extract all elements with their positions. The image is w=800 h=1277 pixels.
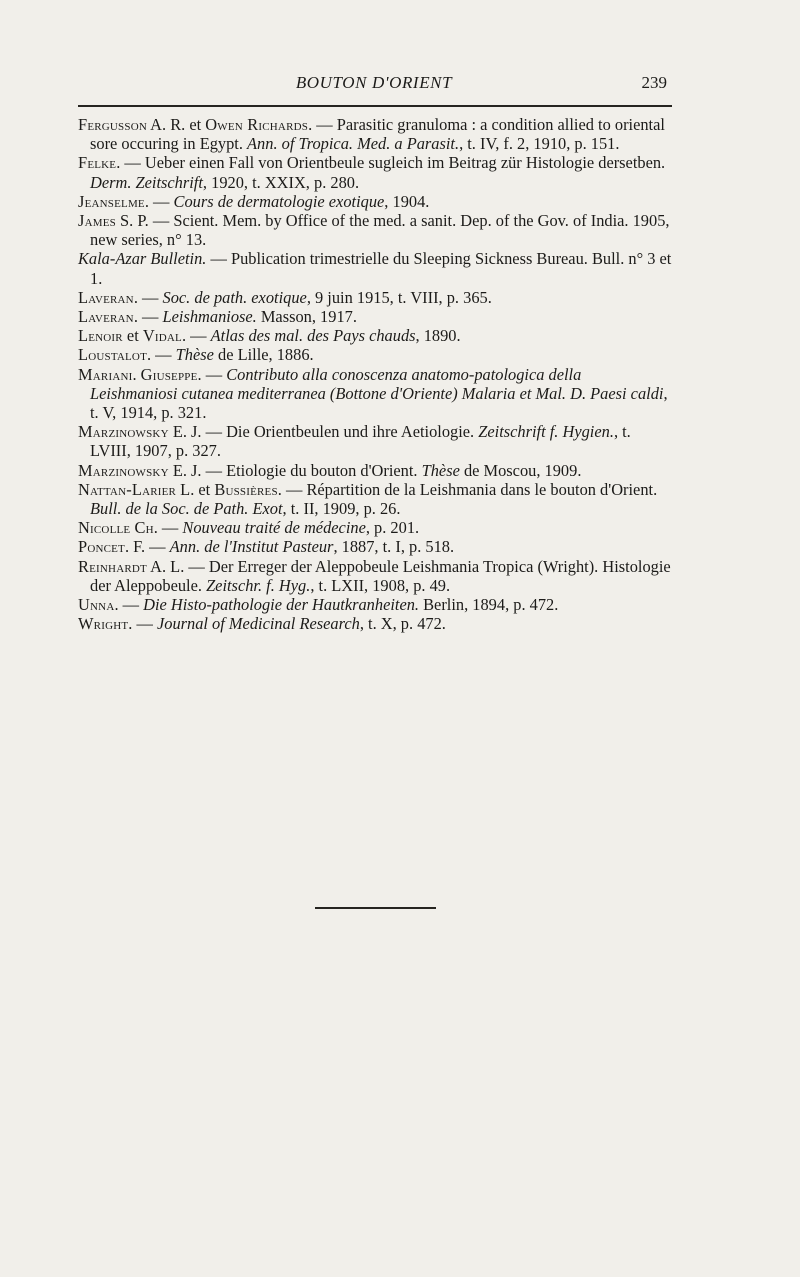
reference-list	[78, 115, 672, 633]
end-rule	[315, 907, 436, 909]
reference-entry: Kala-Azar Bulletin. — Publication trimestrielle du Sleeping Sickness Bureau. Bull. n° 3 et 1.	[78, 249, 672, 288]
reference-author: Nicolle	[78, 518, 131, 538]
reference-author: Jeanselme	[78, 191, 145, 211]
reference-entry: Nicolle Ch. — Nouveau traité de médecine, p. 201.	[78, 518, 420, 538]
reference-entry: Nattan-Larier L. et Bussières. — Répartition de la Leishmania dans le bouton d'Orient. Bull. de la Soc. de Path. Exot, t. II, 1909, p. 26.	[78, 479, 658, 519]
reference-entry: Poncet. F. — Ann. de l'Institut Pasteur, 1887, t. I, p. 518.	[78, 537, 455, 557]
reference-author: Felke	[78, 153, 117, 173]
reference-entry: Laveran. — Leishmaniose. Masson, 1917.	[78, 307, 357, 327]
reference-entry: Laveran. — Soc. de path. exotique, 9 juin 1915, t. VIII, p. 365.	[78, 287, 492, 307]
reference-entry: James S. P. — Scient. Mem. by Office of the med. a sanit. Dep. of the Gov. of India. 1905, new series, n° 13.	[78, 211, 670, 250]
reference-entry: Mariani. Giuseppe. — Contributo alla conoscenza anatomo-patologica della Leishmaniosi cutanea mediterranea (Bottone d'Oriente) Malaria et Mal. D. Paesi caldi, t. V, 1914, p. 321.	[78, 364, 668, 423]
reference-author: Marzinowsky	[78, 422, 169, 442]
reference-author: James	[78, 211, 116, 231]
reference-entry: Unna. — Die Histo-pathologie der Hautkranheiten. Berlin, 1894, p. 472.	[78, 595, 559, 615]
reference-author: Loustalot	[78, 345, 147, 365]
reference-entry: Marzinowsky E. J. — Die Orientbeulen und ihre Aetiologie. Zeitschrift f. Hygien., t. LVIII, 1907, p. 327.	[78, 422, 631, 461]
reference-entry: Reinhardt A. L. — Der Erreger der Aleppobeule Leishmania Tropica (Wright). Histologie der Aleppobeule. Zeitschr. f. Hyg., t. LXII, 1908, p. 49.	[78, 556, 671, 595]
reference-entry: Marzinowsky E. J. — Etiologie du bouton d'Orient. Thèse de Moscou, 1909.	[78, 460, 582, 480]
reference-author: Laveran	[78, 287, 134, 307]
header-rule	[78, 105, 672, 107]
reference-entry: Fergusson A. R. et Owen Richards. — Parasitic granuloma : a condition allied to oriental sore occuring in Egypt. Ann. of Tropica. Med. a Parasit., t. IV, f. 2, 1910, p. 151.	[78, 115, 665, 154]
reference-author: Fergusson	[78, 115, 147, 134]
reference-author: Lenoir	[78, 326, 123, 346]
page-number: 239	[641, 73, 667, 92]
reference-entry: Wright. — Journal of Medicinal Research, t. X, p. 472.	[78, 614, 446, 634]
running-title: BOUTON D'ORIENT	[295, 73, 453, 92]
reference-author: Unna	[78, 595, 115, 615]
reference-entry: Lenoir et Vidal. — Atlas des mal. des Pays chauds, 1890.	[78, 326, 461, 346]
reference-author: Poncet	[78, 537, 125, 557]
reference-entry: Felke. — Ueber einen Fall von Orientbeule sugleich im Beitrag zür Histologie dersetben. Derm. Zeitschrift, 1920, t. XXIX, p. 280.	[78, 153, 666, 192]
reference-author: Marzinowsky	[78, 460, 169, 480]
reference-author: Nattan-Larier	[78, 479, 177, 499]
reference-author: Reinhardt	[78, 556, 147, 576]
reference-author: Laveran	[78, 307, 134, 327]
reference-author: Wright	[78, 614, 129, 634]
reference-author: Mariani	[78, 364, 133, 384]
reference-entry: Jeanselme. — Cours de dermatologie exotique, 1904.	[78, 191, 430, 211]
page-header	[78, 68, 670, 100]
reference-entry: Loustalot. — Thèse de Lille, 1886.	[78, 345, 314, 365]
